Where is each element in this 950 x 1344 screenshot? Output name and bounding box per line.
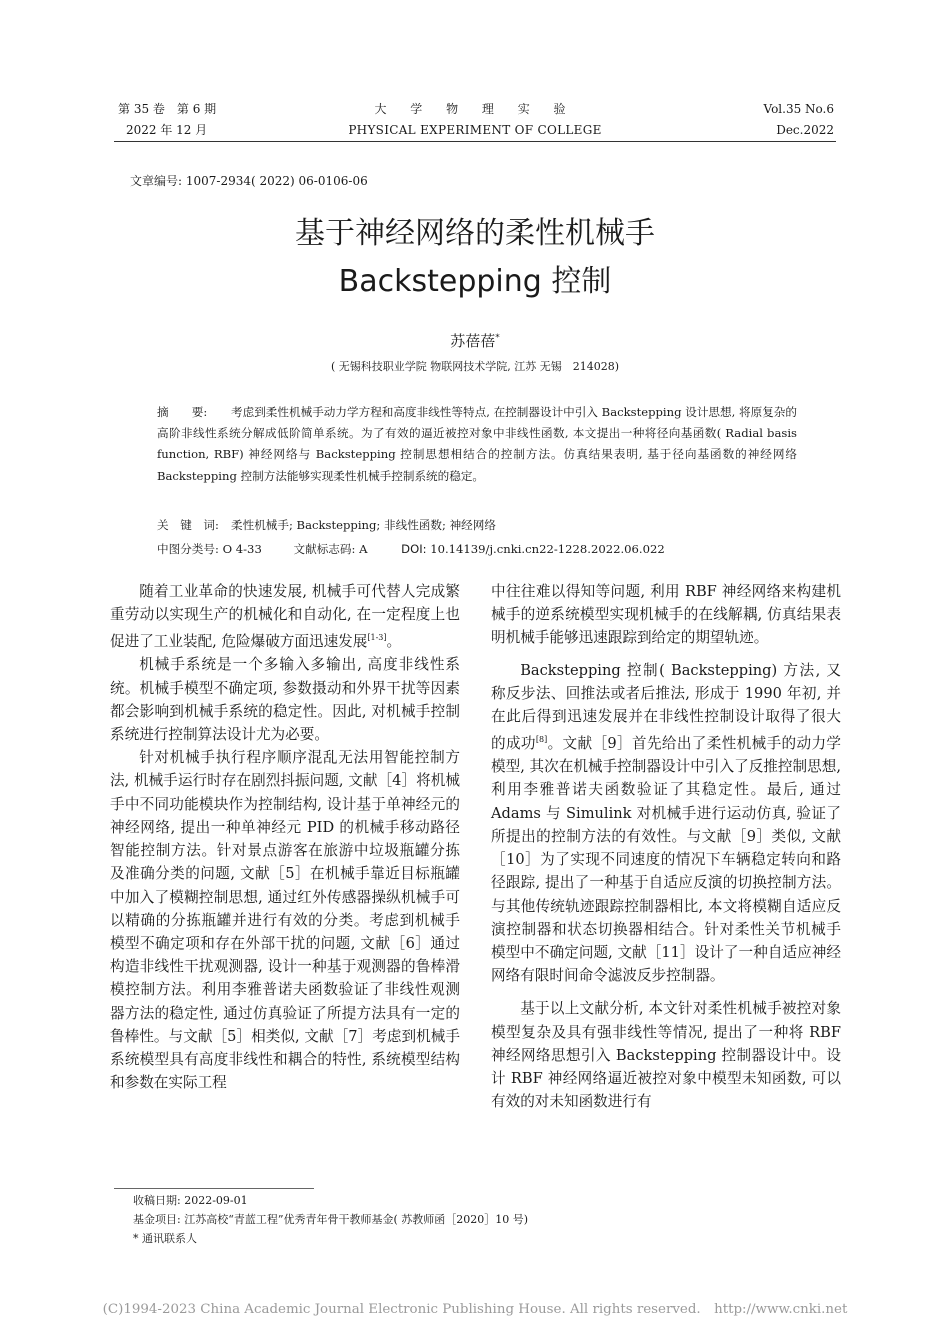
abstract-label: 摘 要:	[157, 405, 208, 419]
title-line-2: Backstepping 控制	[338, 264, 612, 299]
paragraph-text: Backstepping 控制( Backstepping) 方法, 又称反步法、回推法或者后推法, 形成于 1990 年初, 并在此后得到迅速发展并在非线性控制设计取得了很大的成功	[491, 661, 841, 753]
paragraph-text: 随着工业革命的快速发展, 机械手可代替人完成繁重劳动以实现生产的机械化和自动化, 在一定程度上也促进了工业装配, 危险爆破方面迅速发展	[110, 583, 460, 651]
clc-label: 中图分类号:	[157, 542, 219, 556]
title-line-1: 基于神经网络的柔性机械手	[295, 216, 655, 251]
date-en: Dec.2022	[776, 123, 834, 137]
doi-value: 10.14139/j.cnki.cn22-1228.2022.06.022	[430, 542, 665, 556]
keywords-label: 关 键 词:	[157, 518, 219, 532]
clc-value: O 4-33	[222, 542, 262, 556]
paragraph: 针对机械手执行程序顺序混乱无法用智能控制方法, 机械手运行时存在剧烈抖振问题, 文献［4］将机械手中不同功能模块作为控制结构, 设计基于单神经元的神经网络, 提出一种单神经元 PID 的机械手移动路径智能控制方法。针对景点游客在旅游中垃圾瓶罐分拣及准确分类的问题, 文献［5］在机械手靠近目标瓶罐中加入了模糊控制思想, 通过红外传感器操纵机械手可以精确的分拣瓶罐并进行有效的分类。考虑到机械手模型不确定项和存在外部干扰的问题, 文献［6］通过构造非线性干扰观测器, 设计一种基于观测器的鲁棒滑模控制方法。利用李雅普诺夫函数验证了非线性观测器方法的稳定性, 通过仿真验证了所提方法具有一定的鲁棒性。与文献［5］相类似, 文献［7］考虑到机械手系统模型具有高度非线性和耦合的特性, 系统模型结构和参数在实际工程	[110, 749, 460, 1092]
received-date: 收稿日期: 2022-09-01	[133, 1194, 248, 1207]
classification	[157, 539, 807, 559]
header-journal	[295, 99, 655, 141]
abstract	[157, 402, 797, 487]
copyright-line: (C)1994-2023 China Academic Journal Electronic Publishing House. All rights reserved. http://www.cnki.net	[102, 1302, 848, 1317]
keywords	[157, 515, 496, 535]
paragraph	[110, 580, 460, 653]
doi-label: DOI:	[401, 542, 427, 556]
body-left-column	[110, 580, 460, 1094]
paragraph-end: 。	[386, 633, 402, 651]
journal-name-en: PHYSICAL EXPERIMENT OF COLLEGE	[348, 123, 602, 137]
article-title	[0, 214, 950, 302]
author	[0, 330, 950, 351]
journal-name-cn: 大 学 物 理 实 验	[374, 102, 576, 116]
corresponding-author: * 通讯联系人	[133, 1232, 197, 1245]
header-rule	[114, 141, 836, 142]
citation-ref: [1-3]	[367, 633, 387, 643]
volume-en: Vol.35 No.6	[763, 102, 834, 116]
author-affiliation: ( 无锡科技职业学院 物联网技术学院, 江苏 无锡 214028)	[330, 360, 620, 373]
header-volume-en	[764, 99, 835, 141]
paragraph: 中往往难以得知等问题, 利用 RBF 神经网络来构建机械手的逆系统模型实现机械手的在线解耦, 仿真结果表明机械手能够迅速跟踪到给定的期望轨迹。	[491, 583, 841, 647]
keywords-text: 柔性机械手; Backstepping; 非线性函数; 神经网络	[231, 518, 496, 532]
body-right-column	[491, 580, 841, 1113]
article-number: 文章编号: 1007-2934( 2022) 06-0106-06	[130, 174, 368, 188]
volume-issue: 第 35 卷 第 6 期	[118, 102, 217, 116]
header-volume	[118, 99, 216, 141]
paragraph	[491, 659, 841, 988]
abstract-text: 考虑到柔性机械手动力学方程和高度非线性等特点, 在控制器设计中引入 Backstepping 设计思想, 将原复杂的高阶非线性系统分解成低阶简单系统。为了有效的逼近被控对象中非线性函数, 本文提出一种将径向基函数( Radial basis function, RBF) 神经网络与 Backstepping 控制思想相结合的控制方法。仿真结果表明, 基于径向基函数的神经网络 Backstepping 控制方法能够实现柔性机械手控制系统的稳定。	[157, 405, 797, 483]
author-name: 苏蓓蓓	[450, 332, 496, 350]
paragraph-text: 。文献［9］首先给出了柔性机械手的动力学模型, 其次在机械手控制器设计中引入了反推控制思想, 利用李雅普诺夫函数验证了其稳定性。最后, 通过 Adams 与 Simulink 对机械手进行运动仿真, 验证了所提出的控制方法的有效性。与文献［9］类似, 文献［10］为了实现不同速度的情况下车辆稳定转向和路径跟踪, 提出了一种基于自适应反演的切换控制方法。与其他传统轨迹跟踪控制器相比, 本文将模糊自适应反演控制器和状态切换器相结合。针对柔性关节机械手模型中不确定问题, 文献［11］设计了一种自适应神经网络有限时间命令滤波反步控制器。	[491, 735, 841, 985]
paragraph: 基于以上文献分析, 本文针对柔性机械手被控对象模型复杂及具有强非线性等情况, 提出了一种将 RBF 神经网络思想引入 Backstepping 控制器设计中。设计 RBF 神经网络逼近被控对象中模型未知函数, 可以有效的对未知函数进行有	[491, 1000, 841, 1111]
doc-code-value: A	[359, 542, 368, 556]
paragraph: 机械手系统是一个多输入多输出, 高度非线性系统。机械手模型不确定项, 参数摄动和外界干扰等因素都会影响到机械手系统的稳定性。因此, 对机械手控制系统进行控制算法设计尤为必要。	[110, 656, 460, 744]
footnote-rule	[114, 1188, 314, 1189]
fund-project: 基金项目: 江苏高校“青蓝工程”优秀青年骨干教师基金( 苏教师函［2020］10 号)	[133, 1213, 529, 1226]
author-mark: *	[495, 333, 500, 343]
citation-ref: [8]	[535, 735, 548, 745]
doc-code-label: 文献标志码:	[293, 542, 356, 556]
footnotes	[133, 1191, 528, 1248]
date-cn: 2022 年 12 月	[126, 123, 208, 137]
